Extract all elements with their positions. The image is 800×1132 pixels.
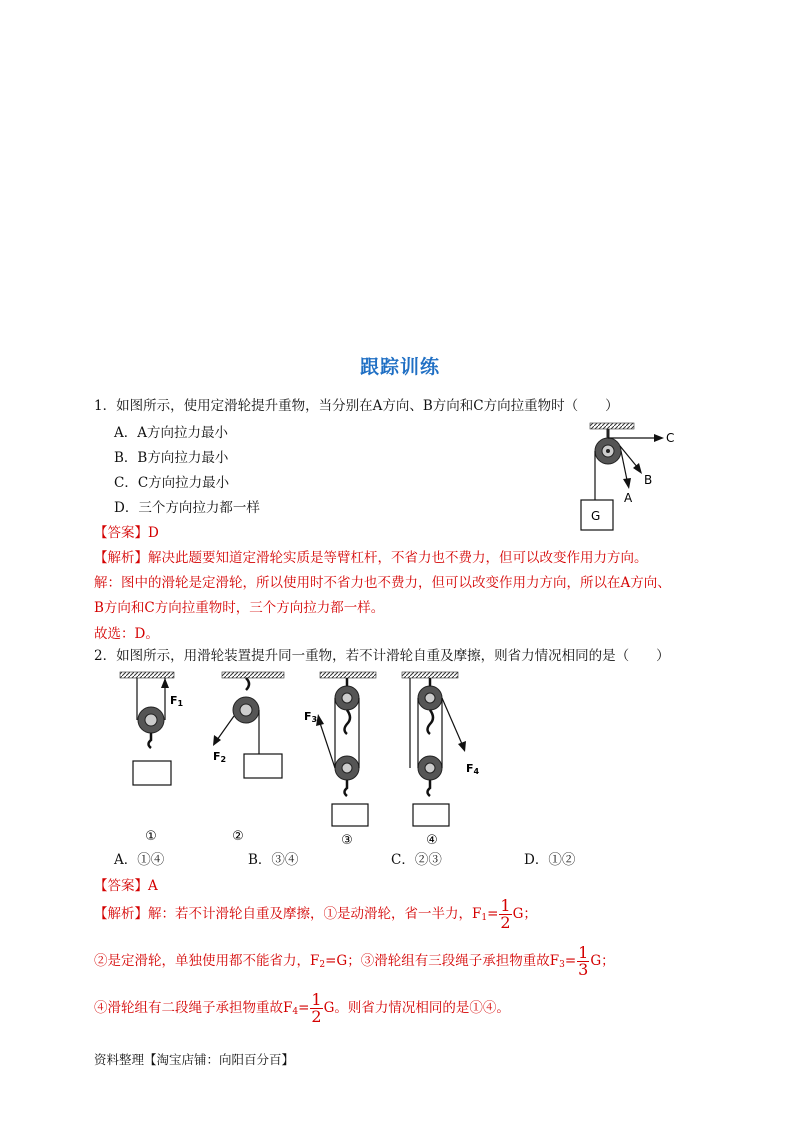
label-a: A [624, 491, 633, 505]
q2-analysis-1: 【解析】解：若不计滑轮自重及摩擦，①是动滑轮，省一半力，$F_1=$ $\frac{1}{2}$ G； [94, 896, 537, 932]
figure-label-2: ② [232, 829, 244, 844]
force-f1-label: F1 [170, 694, 184, 708]
arrow-a [623, 478, 631, 489]
q2-option-c: C．②③ [391, 852, 442, 868]
force-f4-label: F4 [466, 762, 480, 776]
arrow-b [633, 463, 642, 474]
q2-option-b: B．③④ [248, 852, 299, 868]
question-2-stem: 2．如图所示，用滑轮装置提升同一重物，若不计滑轮自重及摩擦，则省力情况相同的是（ ） [94, 648, 670, 664]
q1-analysis-1: 【解析】解决此题要知道定滑轮实质是等臂杠杆，不省力也不费力，但可以改变作用力方向。 [94, 550, 648, 566]
footer-source: 资料整理【淘宝店铺：向阳百分百】 [94, 1052, 295, 1067]
figure-3-pulley-block [304, 672, 376, 846]
figure-4-pulley-block [402, 672, 480, 846]
q1-option-b: B．B方向拉力最小 [114, 450, 229, 466]
q2-pulley-figures [110, 668, 480, 846]
q2-analysis-2: ②是定滑轮，单独使用都不能省力，$F_2=G$；③滑轮组有三段绳子承担物重故$F_3=$ $\frac{1}{3}$ G； [94, 943, 615, 979]
figure-label-3: ③ [341, 833, 353, 846]
section-title: 跟踪训练 [359, 356, 440, 378]
label-c: C [666, 431, 675, 445]
q1-option-d: D．三个方向拉力都一样 [114, 500, 260, 516]
arrow-c [654, 434, 664, 442]
q1-option-c: C．C方向拉力最小 [114, 475, 230, 491]
q1-answer: 【答案】D [94, 525, 159, 541]
figure-label-1: ① [145, 829, 157, 844]
q1-analysis-3: B方向和C方向拉重物时，三个方向拉力都一样。 [94, 600, 385, 616]
q1-fixed-pulley-figure [578, 418, 688, 538]
force-f2-label: F2 [213, 750, 227, 764]
q2-option-d: D．①② [524, 852, 576, 868]
q2-analysis-3: ④滑轮组有二段绳子承担物重故$F_4=$ $\frac{1}{2}$ G。则省力情况相同的是①④。 [94, 990, 510, 1026]
q1-analysis-4: 故选：D。 [94, 626, 159, 642]
label-g: G [591, 509, 601, 523]
q2-option-a: A．①④ [114, 852, 165, 868]
q1-option-a: A．A方向拉力最小 [114, 425, 228, 441]
q2-answer: 【答案】A [94, 878, 158, 894]
figure-label-4: ④ [426, 833, 438, 846]
force-f3-label: F3 [304, 710, 318, 724]
figure-1-movable-pulley [120, 672, 184, 844]
label-b: B [644, 473, 653, 487]
question-1-stem: 1．如图所示，使用定滑轮提升重物，当分别在A方向、B方向和C方向拉重物时（ ） [94, 398, 619, 414]
ceiling-hatch [590, 423, 634, 429]
q1-analysis-2: 解：图中的滑轮是定滑轮，所以使用时不省力也不费力，但可以改变作用力方向，所以在A方向、 [94, 575, 671, 591]
figure-2-fixed-pulley [213, 672, 284, 844]
